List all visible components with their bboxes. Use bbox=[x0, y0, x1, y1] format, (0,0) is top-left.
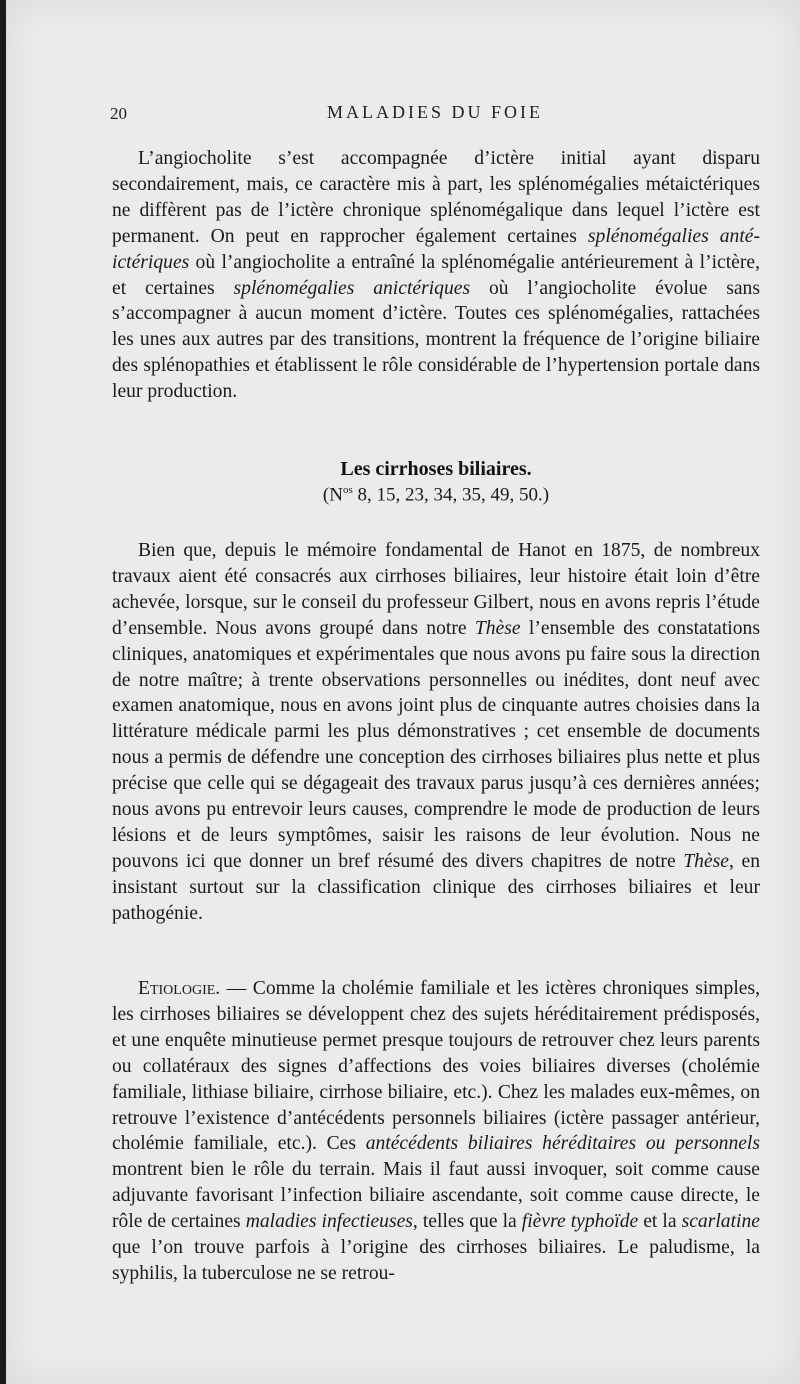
text-run: Bien que, depuis le mémoire fondamental de Hanot en 1875, de nombreux travaux aient été consacrés aux cirrhoses biliaires, leur histoire était loin d’être achevée, lorsque, sur le conseil du professeur Gilbert, nous en avons repris l’étude d’ensemble. Nous avons groupé dans notre bbox=[112, 540, 760, 639]
italic-term: maladies infectieuses bbox=[245, 1211, 413, 1233]
text-run: où l’angiocholite a entraîné la splénomégalie antérieurement à l’ictère, et certaines bbox=[112, 251, 760, 299]
text-run: L’angiocholite s’est accompagnée d’ictère initial ayant disparu secondairement, mais, ce caractère mis à part, les splénomégalies métaictériques ne diffèrent pas de l’ictère chronique splénomégalique dans lequel l’ictère est permanent. On peut en rapprocher également certaines bbox=[112, 148, 760, 247]
text-run: où l’angiocholite évolue sans s’accompagner à aucun moment d’ictère. Toutes ces splénomégalies, rattachées les unes aux autres par des transitions, montrent la fréquence de l’origine biliaire des splénopathies et établissent le rôle considérable de l’hypertension portale dans leur production. bbox=[112, 277, 760, 403]
paragraph-cirrhoses-intro bbox=[112, 538, 760, 927]
section-references bbox=[112, 484, 760, 506]
text-run: et la bbox=[638, 1211, 682, 1233]
section-title: Les cirrhoses biliaires. bbox=[340, 458, 532, 480]
italic-term: antécédents biliaires héréditaires ou personnels bbox=[365, 1133, 761, 1155]
text-run: , en insistant surtout sur la classification clinique des cirrhoses biliaires et leur pathogénie. bbox=[112, 850, 760, 924]
italic-term: splénomégalies anté-ictériques bbox=[112, 225, 760, 273]
paragraph-etiologie bbox=[112, 976, 760, 1287]
italic-term: splénomégalies anictériques bbox=[233, 277, 471, 299]
refs-superscript: os bbox=[342, 484, 353, 496]
page-header bbox=[110, 100, 760, 128]
paragraph-splenomegalies bbox=[112, 146, 760, 405]
paragraph-lead-etiologie: Etiologie. bbox=[138, 978, 221, 999]
italic-term: Thèse bbox=[683, 850, 729, 872]
text-run: , telles que la bbox=[412, 1211, 522, 1233]
italic-term: fièvre typhoïde bbox=[521, 1211, 639, 1233]
italic-term: scarlatine bbox=[681, 1211, 760, 1233]
text-run: — Comme la cholémie familiale et les ictères chroniques simples, les cirrhoses biliaires se développent chez des sujets héréditairement prédisposés, et une enquête minutieuse permet presque toujours de retrouver chez leurs parents ou collatéraux des signes d’affections des voies biliaires diverses (cholémie familiale, lithiase biliaire, cirrhose biliaire, etc.). Chez les malades eux-mêmes, on retrouve l’existence d’antécédents personnels biliaires (ictère passager antérieur, cholémie familiale, etc.). Ces bbox=[112, 978, 760, 1155]
refs-prefix: (N bbox=[322, 484, 343, 506]
text-run: que l’on trouve parfois à l’origine des cirrhoses biliaires. Le paludisme, la syphilis, la tuberculose ne se retrou- bbox=[112, 1237, 760, 1284]
page-number: 20 bbox=[110, 104, 127, 123]
text-run: l’ensemble des constatations cliniques, anatomiques et expérimentales que nous avons pu faire sous la direction de notre maître; à trente observations personnelles ou inédites, dont neuf avec examen anatomique, nous en avons joint plus de cinquante autres choisies dans la littérature médicale parmi les plus démonstratives ; cet ensemble de documents nous a permis de défendre une conception des cirrhoses biliaires plus nette et plus précise que celle qui se dégageait des travaux parus jusqu’à ces dernières années; nous avons pu entrevoir leurs causes, comprendre le mode de production de leurs lésions et de leurs symptômes, saisir les raisons de leur évolution. Nous ne pouvons ici que donner un bref résumé des divers chapitres de notre bbox=[112, 617, 760, 872]
text-run: montrent bien le rôle du terrain. Mais il faut aussi invoquer, soit comme cause adjuvante favorisant l’infection biliaire ascendante, soit comme cause directe, le rôle de certaines bbox=[112, 1159, 760, 1233]
refs-numbers: 8, 15, 23, 34, 35, 49, 50.) bbox=[352, 484, 550, 506]
italic-term: Thèse bbox=[474, 617, 521, 639]
running-title: MALADIES DU FOIE bbox=[327, 102, 543, 122]
book-page bbox=[6, 0, 800, 1384]
